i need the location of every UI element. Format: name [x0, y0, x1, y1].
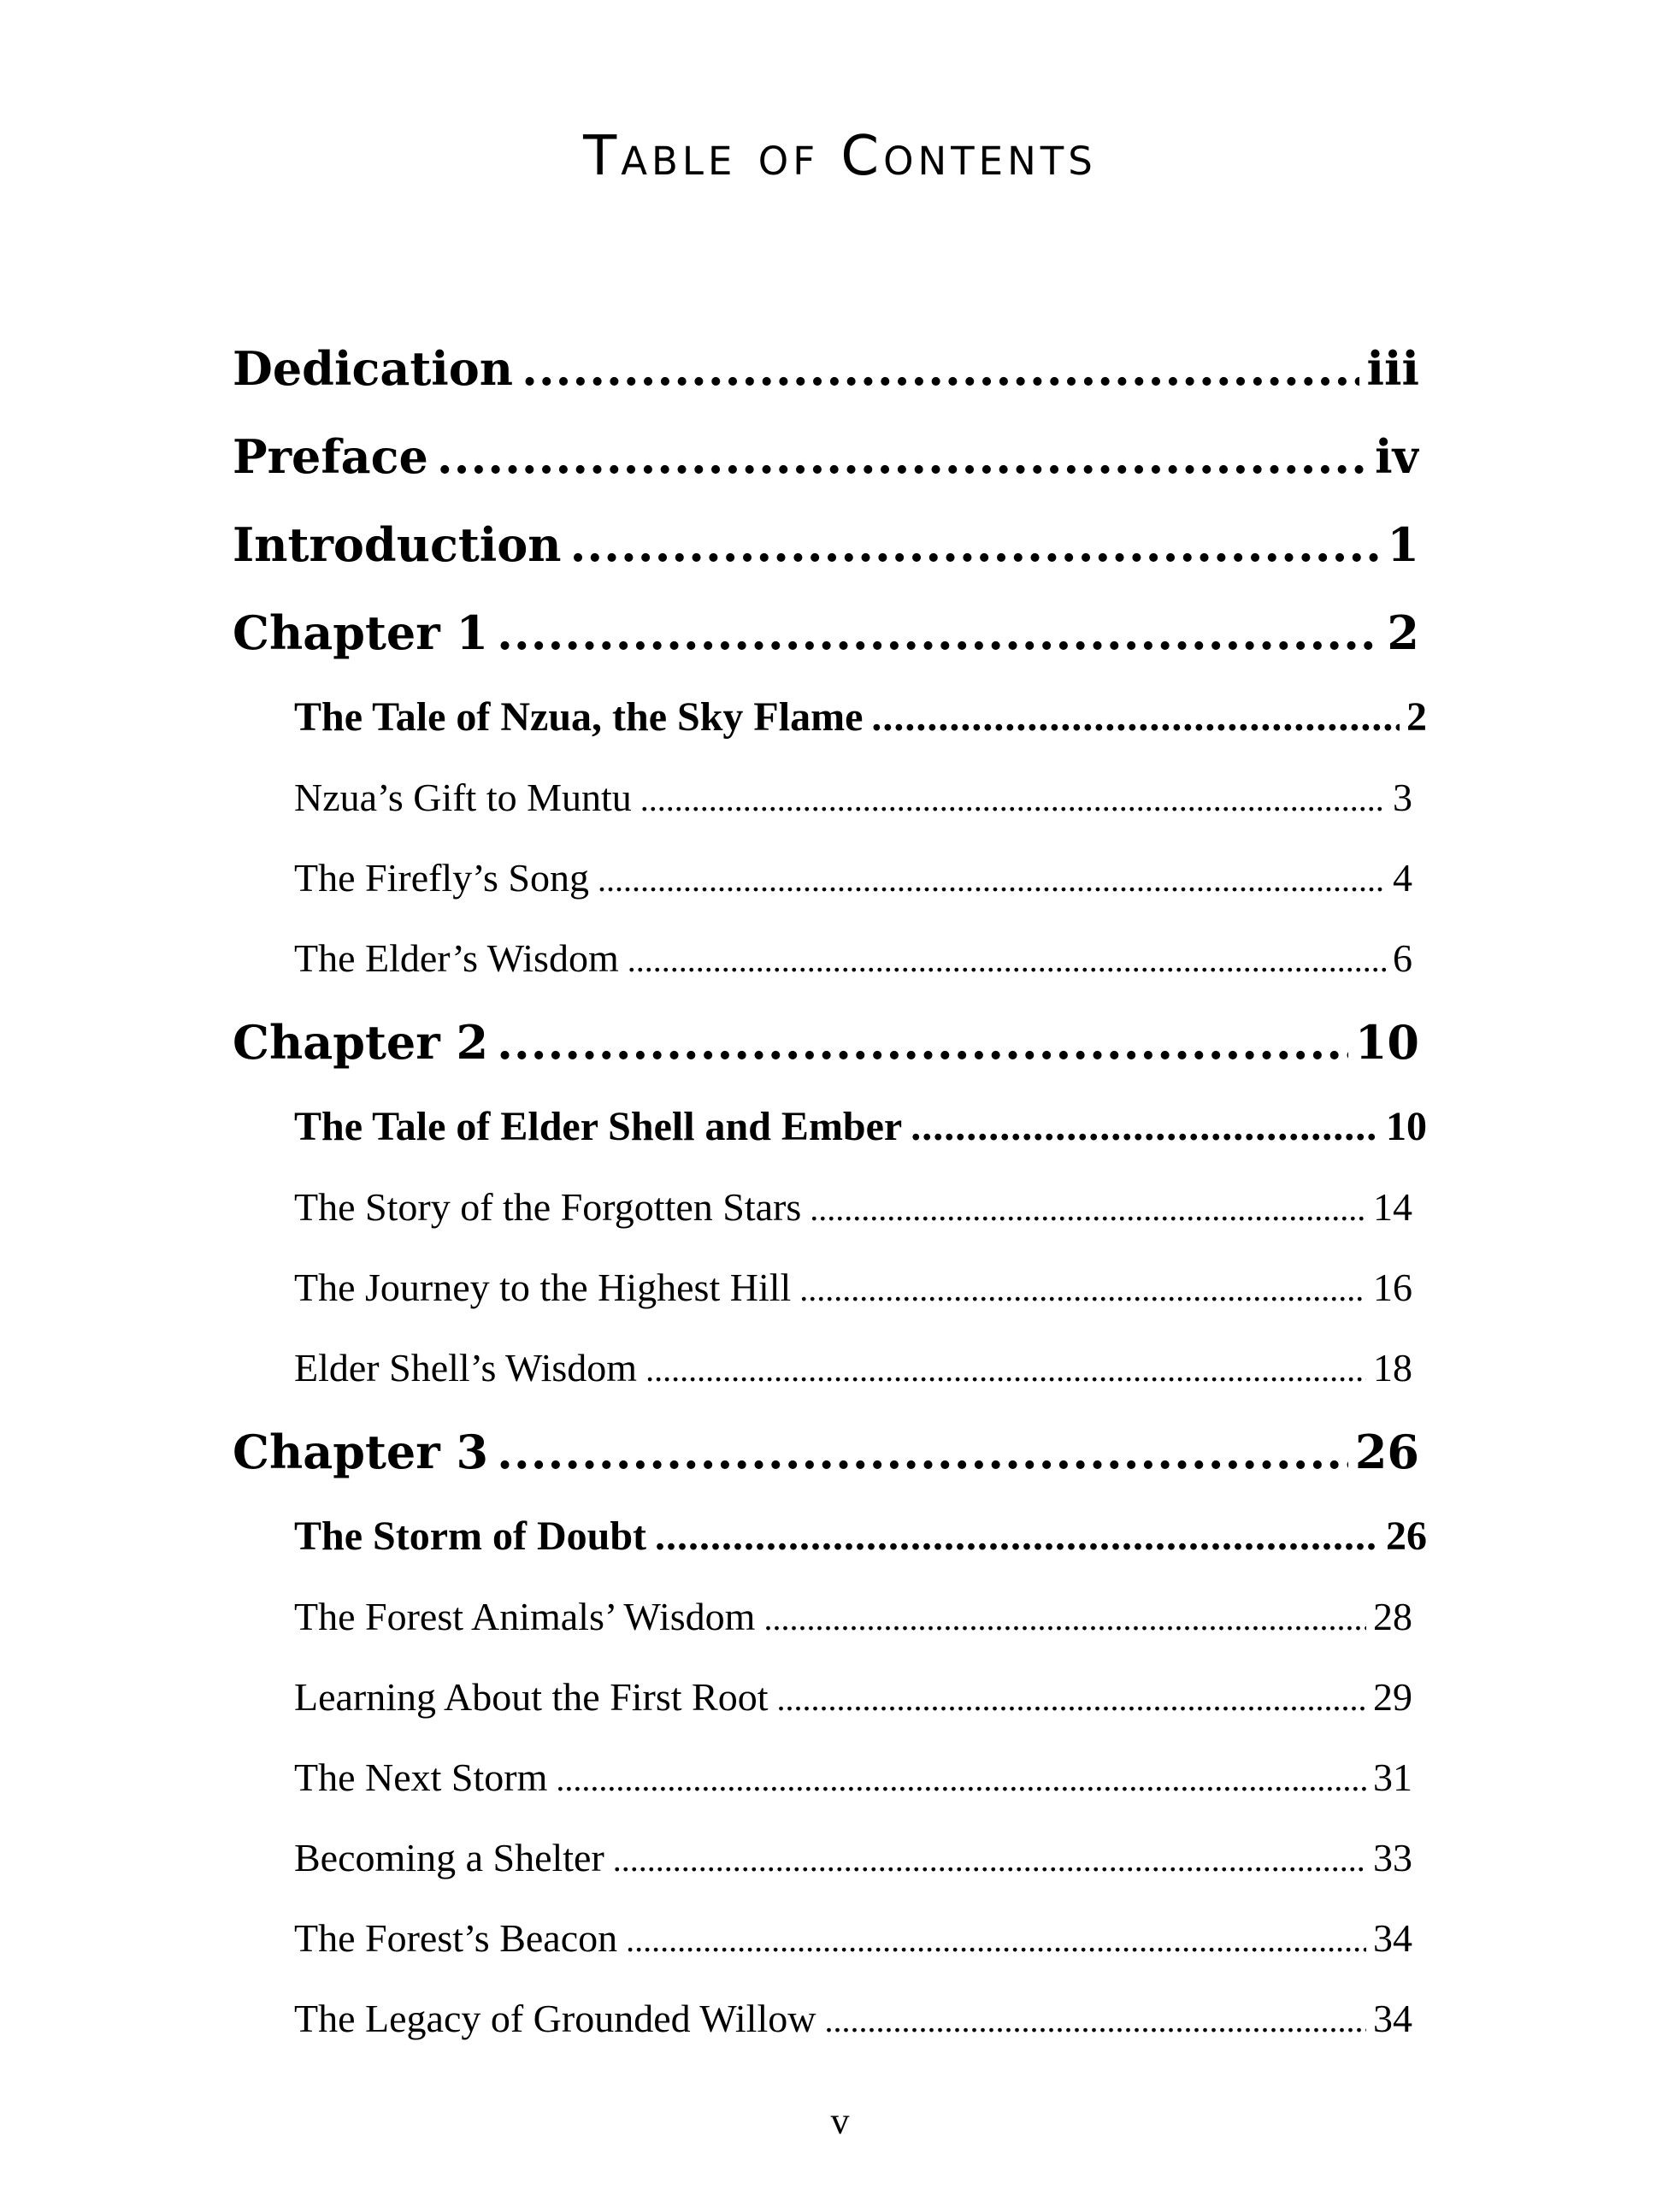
toc-entry-page: 14 — [1373, 1185, 1412, 1229]
toc-entry-page: 6 — [1393, 936, 1412, 980]
dot-leader — [655, 1496, 1379, 1577]
toc-entry-page: 33 — [1373, 1836, 1412, 1879]
toc-entry-label: Chapter 1 — [233, 605, 489, 660]
page-title: Table of Contents — [583, 125, 1097, 188]
dot-leader — [810, 1169, 1366, 1248]
toc-entry-page: 26 — [1386, 1513, 1427, 1559]
toc-entry-page: 10 — [1354, 1015, 1419, 1070]
toc-entry-page: 2 — [1406, 694, 1427, 740]
toc-entry-page: 4 — [1393, 856, 1412, 900]
dot-leader — [628, 920, 1386, 999]
toc-entry-page: iv — [1375, 429, 1419, 484]
toc-entry-page: 10 — [1386, 1104, 1427, 1149]
dot-leader — [645, 1330, 1366, 1408]
toc-entry-label: The Legacy of Grounded Willow — [294, 1997, 816, 2040]
toc-entry-introduction[interactable] — [233, 501, 1419, 589]
toc-entry-forgotten-stars[interactable] — [294, 1167, 1412, 1248]
toc-entry-label: The Storm of Doubt — [294, 1513, 647, 1559]
toc-entry-page: 29 — [1373, 1675, 1412, 1719]
toc-entry-page: 2 — [1387, 605, 1419, 660]
toc-entry-nzuas-gift[interactable] — [294, 758, 1412, 838]
toc-entry-legacy-of-grounded-willow[interactable] — [294, 1979, 1412, 2059]
toc-entry-label: The Tale of Elder Shell and Ember — [294, 1104, 903, 1149]
toc-entry-label: The Next Storm — [294, 1755, 548, 1799]
toc-entry-page: iii — [1366, 341, 1419, 396]
dot-leader — [777, 1659, 1366, 1738]
dot-leader — [497, 589, 1380, 677]
toc-entry-label: Dedication — [233, 341, 514, 396]
toc-entry-label: Becoming a Shelter — [294, 1836, 604, 1879]
toc-entry-preface[interactable] — [233, 413, 1419, 501]
page-number: v — [830, 2100, 850, 2142]
dot-leader — [437, 413, 1368, 501]
toc-entry-elder-shells-wisdom[interactable] — [294, 1328, 1412, 1408]
toc-entry-page: 3 — [1393, 776, 1412, 819]
dot-leader — [824, 1980, 1366, 2059]
toc-entry-page: 16 — [1373, 1266, 1412, 1309]
toc-entry-page: 34 — [1373, 1916, 1412, 1960]
toc-entry-fireflys-song[interactable] — [294, 838, 1412, 918]
toc-entry-page: 31 — [1373, 1755, 1412, 1799]
toc-entry-forest-animals-wisdom[interactable] — [294, 1577, 1412, 1657]
toc-entry-page: 18 — [1373, 1346, 1412, 1390]
toc-entry-highest-hill[interactable] — [294, 1248, 1412, 1328]
toc-entry-label: Learning About the First Root — [294, 1675, 769, 1719]
toc-entry-page: 34 — [1373, 1997, 1412, 2040]
toc-entry-chapter-1[interactable] — [233, 589, 1419, 677]
toc-entry-becoming-a-shelter[interactable] — [294, 1818, 1412, 1898]
table-of-contents — [233, 325, 1429, 2059]
toc-entry-chapter-3[interactable] — [233, 1408, 1419, 1496]
dot-leader — [871, 677, 1400, 758]
toc-entry-dedication[interactable] — [233, 325, 1419, 413]
toc-entry-next-storm[interactable] — [294, 1738, 1412, 1818]
toc-entry-label: Introduction — [233, 517, 562, 572]
toc-entry-label: Elder Shell’s Wisdom — [294, 1346, 638, 1390]
dot-leader — [911, 1087, 1379, 1167]
dot-leader — [497, 1408, 1348, 1496]
toc-entry-label: The Firefly’s Song — [294, 856, 589, 900]
dot-leader — [799, 1249, 1366, 1328]
dot-leader — [640, 759, 1386, 838]
toc-entry-label: The Elder’s Wisdom — [294, 936, 619, 980]
toc-entry-label: Preface — [233, 429, 428, 484]
toc-entry-label: The Forest’s Beacon — [294, 1916, 618, 1960]
dot-leader — [598, 840, 1386, 918]
toc-entry-label: The Story of the Forgotten Stars — [294, 1185, 802, 1229]
toc-entry-first-root[interactable] — [294, 1657, 1412, 1738]
toc-entry-page: 28 — [1373, 1595, 1412, 1638]
toc-entry-elders-wisdom[interactable] — [294, 918, 1412, 999]
dot-leader — [556, 1739, 1366, 1818]
toc-entry-tale-of-nzua[interactable] — [294, 677, 1427, 758]
toc-entry-chapter-2[interactable] — [233, 999, 1419, 1087]
toc-entry-label: Nzua’s Gift to Muntu — [294, 776, 632, 819]
toc-entry-label: Chapter 2 — [233, 1015, 489, 1070]
dot-leader — [497, 999, 1348, 1087]
toc-entry-tale-of-elder-shell[interactable] — [294, 1087, 1427, 1167]
toc-entry-label: The Journey to the Highest Hill — [294, 1266, 792, 1309]
dot-leader — [626, 1900, 1366, 1979]
toc-entry-page: 1 — [1387, 517, 1419, 572]
toc-entry-label: The Tale of Nzua, the Sky Flame — [294, 694, 864, 740]
toc-entry-page: 26 — [1354, 1425, 1419, 1479]
toc-entry-storm-of-doubt[interactable] — [294, 1496, 1427, 1577]
toc-entry-label: Chapter 3 — [233, 1425, 489, 1479]
toc-entry-forests-beacon[interactable] — [294, 1898, 1412, 1979]
dot-leader — [570, 501, 1381, 589]
dot-leader — [613, 1820, 1366, 1898]
dot-leader — [522, 325, 1359, 413]
toc-entry-label: The Forest Animals’ Wisdom — [294, 1595, 756, 1638]
dot-leader — [763, 1578, 1366, 1657]
